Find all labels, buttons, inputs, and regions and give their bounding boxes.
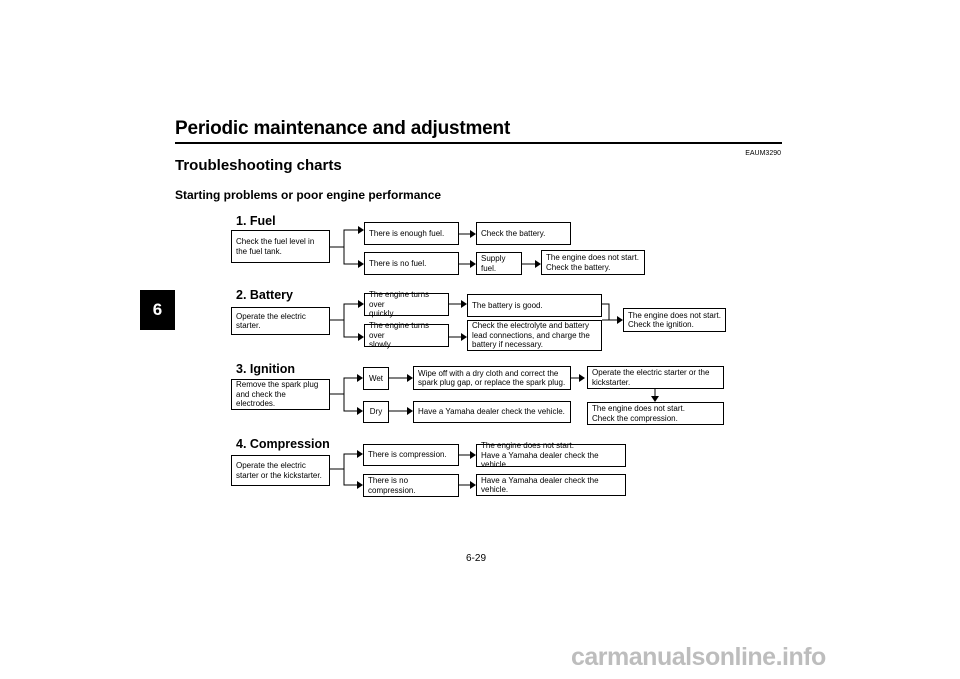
connector <box>344 469 357 485</box>
connector <box>330 454 357 469</box>
connector <box>330 378 357 394</box>
fuel-check-battery-box: Check the battery. <box>476 222 571 245</box>
battery-operate-starter-box: Operate the electric starter. <box>231 307 330 335</box>
battery-good-box: The battery is good. <box>467 294 602 317</box>
fuel-none-box: There is no fuel. <box>364 252 459 275</box>
chapter-tab: 6 <box>140 290 175 330</box>
ignition-not-start-box: The engine does not start. Check the compression. <box>587 402 724 425</box>
page-header-title: Periodic maintenance and adjustment <box>175 118 511 139</box>
page-number: 6-29 <box>466 553 487 564</box>
connector <box>344 247 358 264</box>
battery-slow-box: The engine turns over slowly. <box>364 324 449 347</box>
section-title: Troubleshooting charts <box>175 157 342 174</box>
compression-title: 4. Compression <box>236 437 330 451</box>
ignition-wipe-box: Wipe off with a dry cloth and correct the spark plug gap, or replace the spark plug. <box>413 366 571 390</box>
fuel-not-start-box: The engine does not start. Check the battery. <box>541 250 645 275</box>
ignition-operate-box: Operate the electric starter or the kickstarter. <box>587 366 724 389</box>
section-code: EAUM3290 <box>745 150 781 157</box>
connector <box>330 304 358 320</box>
fuel-enough-box: There is enough fuel. <box>364 222 459 245</box>
ignition-wet-box: Wet <box>363 367 389 390</box>
battery-quick-box: The engine turns over quickly. <box>364 293 449 316</box>
arrowhead <box>579 374 585 382</box>
battery-not-start-box: The engine does not start. Check the ignition. <box>623 308 726 332</box>
fuel-check-level-box: Check the fuel level in the fuel tank. <box>231 230 330 263</box>
connector <box>602 304 609 320</box>
fuel-supply-box: Supply fuel. <box>476 252 522 275</box>
section-subtitle: Starting problems or poor engine performance <box>175 188 442 202</box>
connector <box>344 394 357 411</box>
battery-charge-box: Check the electrolyte and battery lead connections, and charge the battery if necessary. <box>467 320 602 351</box>
ignition-dealer-box: Have a Yamaha dealer check the vehicle. <box>413 401 571 423</box>
compression-yes-box: There is compression. <box>363 444 459 466</box>
ignition-title: 3. Ignition <box>236 362 296 376</box>
compression-dealer-box: Have a Yamaha dealer check the vehicle. <box>476 474 626 496</box>
fuel-title: 1. Fuel <box>236 214 276 228</box>
compression-operate-box: Operate the electric starter or the kickstarter. <box>231 455 330 486</box>
compression-not-start-box: The engine does not start. Have a Yamaha dealer check the vehicle. <box>476 444 626 467</box>
connector <box>344 320 358 337</box>
connector <box>330 230 358 247</box>
watermark: carmanualsonline.info <box>571 643 826 671</box>
battery-title: 2. Battery <box>236 288 293 302</box>
ignition-remove-plug-box: Remove the spark plug and check the electrodes. <box>231 379 330 410</box>
ignition-dry-box: Dry <box>363 401 389 423</box>
compression-no-box: There is no compression. <box>363 474 459 497</box>
